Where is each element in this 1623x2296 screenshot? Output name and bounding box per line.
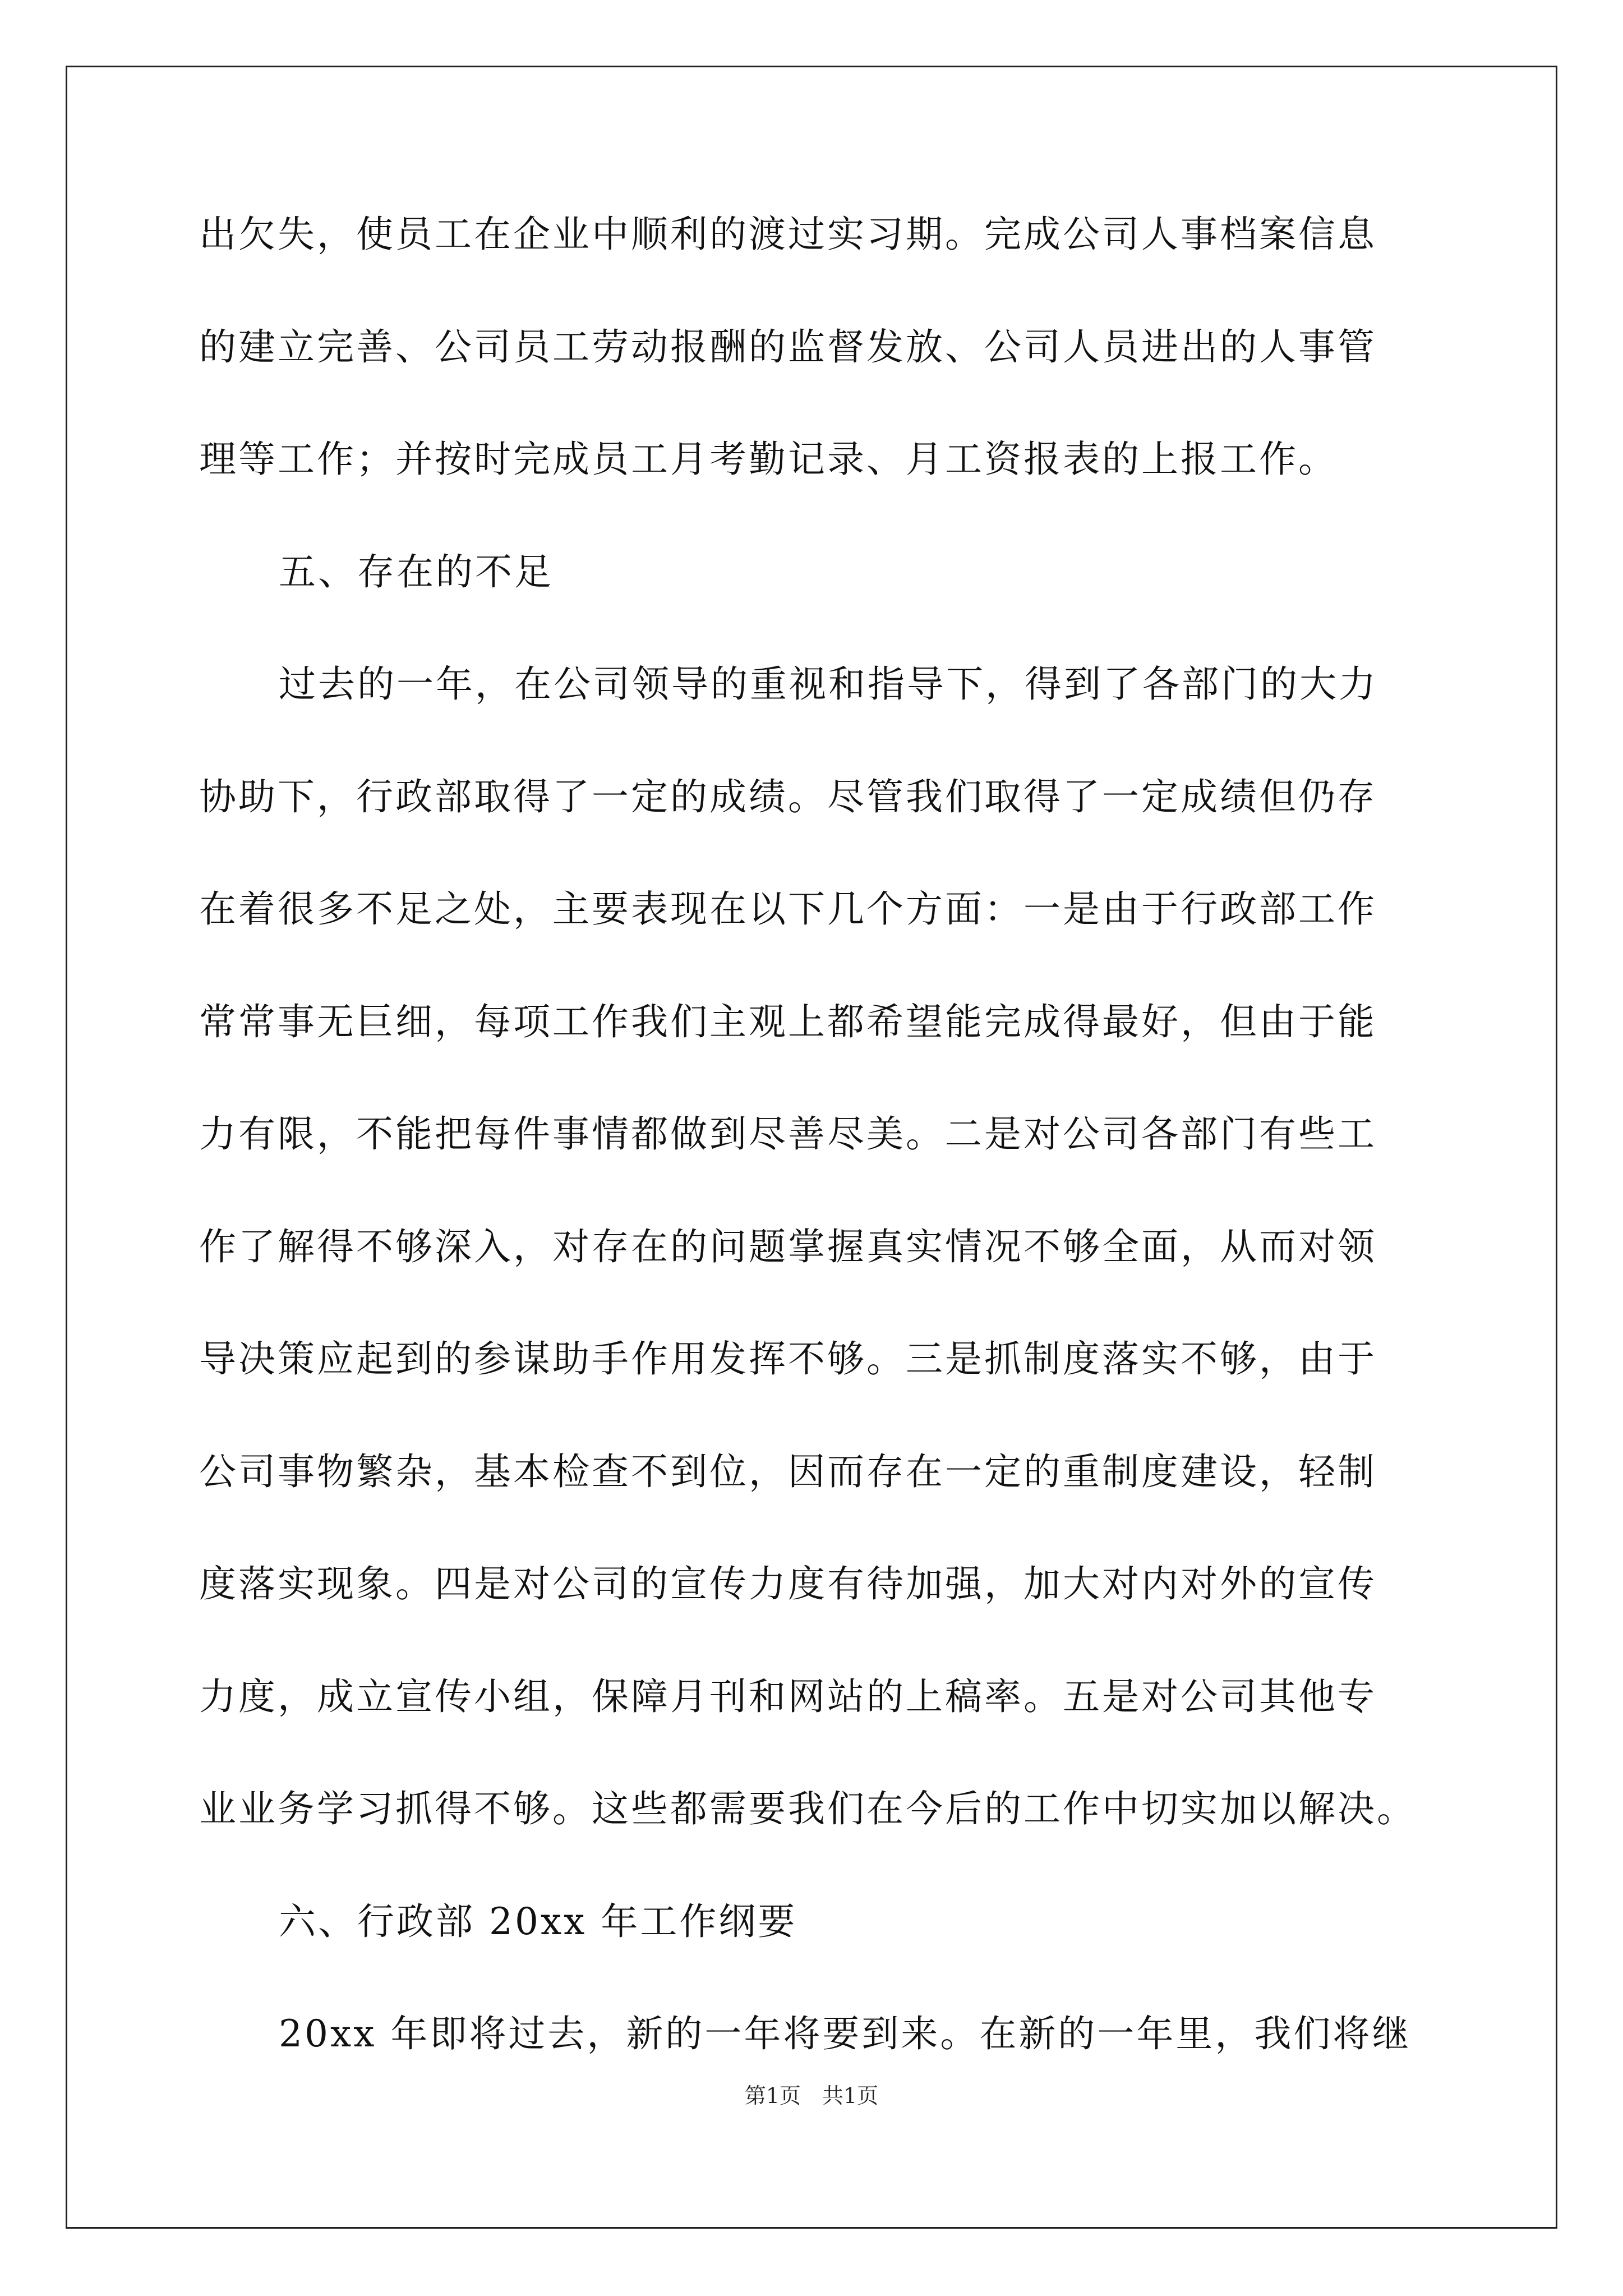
paragraph-line: 理等工作；并按时完成员工月考勤记录、月工资报表的上报工作。 [199, 438, 1338, 481]
paragraph-line: 的建立完善、公司员工劳动报酬的监督发放、公司人员进出的人事管 [199, 325, 1377, 369]
paragraph-line: 在着很多不足之处，主要表现在以下几个方面：一是由于行政部工作 [199, 887, 1377, 931]
paragraph-line: 公司事物繁杂，基本检查不到位，因而存在一定的重制度建设，轻制 [199, 1450, 1377, 1493]
paragraph-line: 力度，成立宣传小组，保障月刊和网站的上稿率。五是对公司其他专 [199, 1674, 1377, 1718]
paragraph-line: 协助下，行政部取得了一定的成绩。尽管我们取得了一定成绩但仍存 [199, 775, 1377, 818]
paragraph-line: 导决策应起到的参谋助手作用发挥不够。三是抓制度落实不够，由于 [199, 1337, 1377, 1381]
section-heading-5: 五、存在的不足 [279, 550, 554, 593]
paragraph-line: 力有限，不能把每件事情都做到尽善尽美。二是对公司各部门有些工 [199, 1112, 1377, 1156]
page-number-footer: 第1页 共1页 [744, 2083, 879, 2108]
document-body [199, 213, 1427, 2128]
paragraph-line: 出欠失，使员工在企业中顺利的渡过实习期。完成公司人事档案信息 [199, 213, 1377, 256]
paragraph-line: 业业务学习抓得不够。这些都需要我们在今后的工作中切实加以解决。 [199, 1787, 1416, 1830]
paragraph-line: 过去的一年，在公司领导的重视和指导下，得到了各部门的大力 [279, 662, 1378, 706]
paragraph-line: 作了解得不够深入，对存在的问题掌握真实情况不够全面，从而对领 [199, 1225, 1377, 1268]
paragraph-line: 20xx 年即将过去，新的一年将要到来。在新的一年里，我们将继 [279, 2012, 1412, 2055]
paragraph-line: 常常事无巨细，每项工作我们主观上都希望能完成得最好，但由于能 [199, 1000, 1377, 1043]
section-heading-6: 六、行政部 20xx 年工作纲要 [279, 1899, 797, 1943]
paragraph-line: 度落实现象。四是对公司的宣传力度有待加强，加大对内对外的宣传 [199, 1562, 1377, 1605]
